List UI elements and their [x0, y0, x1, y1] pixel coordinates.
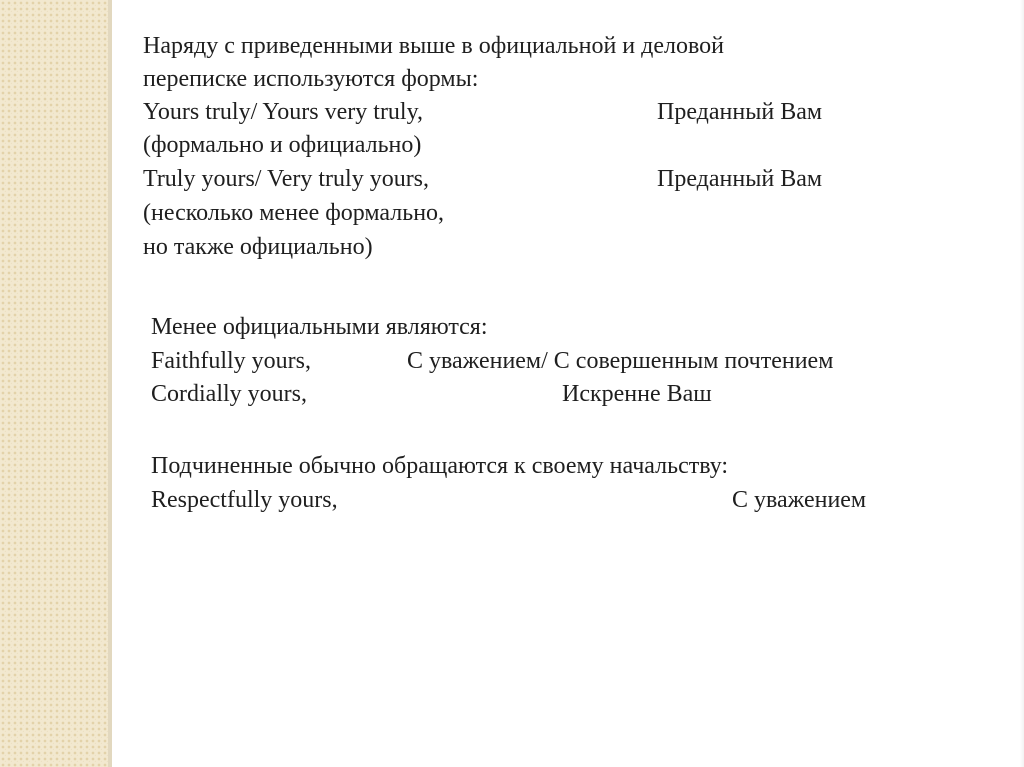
closing-ru-respectfully: С уважением — [732, 487, 867, 513]
decorative-side-band — [0, 0, 108, 767]
closing-note-yours-truly: (формально и официально) — [143, 132, 422, 158]
closing-en-truly-yours: Truly yours/ Very truly yours, — [143, 166, 430, 192]
slide-edge — [1020, 0, 1024, 767]
side-divider — [108, 0, 112, 767]
closing-en-faithfully: Faithfully yours, — [151, 348, 311, 374]
closing-en-cordially: Cordially yours, — [151, 381, 307, 407]
closing-ru-yours-truly: Преданный Вам — [657, 99, 823, 125]
intro-line-1: Наряду с приведенными выше в официальной и деловой — [143, 33, 724, 59]
closing-ru-truly-yours: Преданный Вам — [657, 166, 823, 192]
closing-en-yours-truly: Yours truly/ Yours very truly, — [143, 99, 424, 125]
closing-en-respectfully: Respectfully yours, — [151, 487, 338, 513]
closing-ru-cordially: Искренне Ваш — [562, 381, 712, 407]
less-official-heading: Менее официальными являются: — [151, 314, 488, 340]
subordinates-heading: Подчиненные обычно обращаются к своему начальству: — [151, 453, 729, 479]
intro-line-2: переписке используются формы: — [143, 66, 479, 92]
closing-note-truly-yours-2: но также официально) — [143, 234, 373, 260]
closing-ru-faithfully: С уважением/ С совершенным почтением — [407, 348, 834, 374]
closing-note-truly-yours-1: (несколько менее формально, — [143, 200, 445, 226]
